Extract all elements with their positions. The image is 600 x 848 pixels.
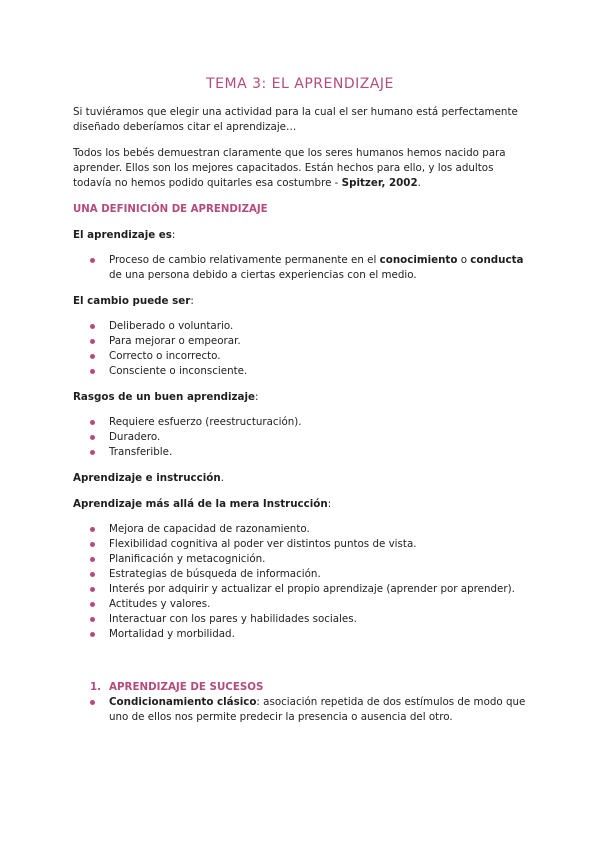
list-item: Actitudes y valores. [73, 597, 528, 612]
beyond-label-colon: : [327, 498, 332, 510]
classical-conditioning-label: Condicionamiento clásico [109, 696, 257, 708]
instruction-label-text: Aprendizaje e instrucción [73, 472, 221, 484]
citation-period: . [417, 177, 421, 189]
change-label-colon: : [190, 295, 194, 307]
list-item: Transferible. [73, 445, 528, 460]
section-number: 1. [90, 681, 102, 693]
beyond-label [73, 497, 528, 512]
definition-list [73, 253, 528, 283]
list-item: Deliberado o voluntario. [73, 319, 528, 334]
traits-label [73, 390, 528, 405]
definition-label-colon: : [171, 229, 176, 241]
definition-term-conduct: conducta [470, 254, 524, 266]
change-list [73, 319, 528, 379]
change-label [73, 294, 528, 309]
list-item: Planificación y metacognición. [73, 552, 528, 567]
traits-label-text: Rasgos de un buen aprendizaje [73, 391, 256, 403]
list-item: Estrategias de búsqueda de información. [73, 567, 528, 582]
citation: Spitzer, 2002 [341, 177, 418, 189]
list-item [73, 695, 528, 725]
list-item: Flexibilidad cognitiva al poder ver distintos puntos de vista. [73, 537, 528, 552]
list-item [73, 253, 528, 283]
section-heading-events-text: APRENDIZAJE DE SUCESOS [109, 681, 264, 693]
classical-conditioning-text: : asociación repetida de dos estímulos de modo que uno de ellos nos permite predecir la presencia o ausencia del otro. [109, 696, 526, 723]
list-item: Mejora de capacidad de razonamiento. [73, 522, 528, 537]
definition-label-text: El aprendizaje es [73, 229, 172, 241]
list-item: Correcto o incorrecto. [73, 349, 528, 364]
section-heading-events [73, 680, 564, 695]
events-list [73, 695, 528, 725]
intro-paragraph-1: Si tuviéramos que elegir una actividad para la cual el ser humano está perfectamente diseñado deberíamos citar el aprendizaje… [73, 106, 518, 133]
instruction-label-period: . [220, 472, 224, 484]
list-item: Para mejorar o empeorar. [73, 334, 528, 349]
definition-text-post: de una persona debido a ciertas experiencias con el medio. [109, 269, 417, 281]
list-item: Duradero. [73, 430, 528, 445]
list-item: Mortalidad y morbilidad. [73, 627, 528, 642]
definition-label [73, 228, 528, 243]
instruction-label [73, 471, 528, 486]
definition-term-knowledge: conocimiento [379, 254, 458, 266]
page-title: TEMA 3: EL APRENDIZAJE [206, 76, 394, 92]
section-heading-definition: UNA DEFINICIÓN DE APRENDIZAJE [73, 204, 268, 215]
beyond-list [73, 522, 528, 642]
intro-paragraph-2 [73, 146, 528, 191]
traits-label-colon: : [255, 391, 259, 403]
list-item: Interactuar con los pares y habilidades sociales. [73, 612, 528, 627]
intro-paragraph-2-text: Todos los bebés demuestran claramente que los seres humanos hemos nacido para aprender. Ellos son los mejores capacitados. Están hechos para ello, y los adultos todavía no hemos podido quitarles esa costumbre - [73, 147, 506, 189]
list-item: Requiere esfuerzo (reestructuración). [73, 415, 528, 430]
beyond-label-text: Aprendizaje más allá de la mera Instrucción [73, 498, 328, 510]
change-label-text: El cambio puede ser [73, 295, 191, 307]
list-item: Interés por adquirir y actualizar el propio aprendizaje (aprender por aprender). [73, 582, 528, 597]
definition-text-mid: o [457, 254, 471, 266]
definition-text-pre: Proceso de cambio relativamente permanente en el [109, 254, 380, 266]
list-item: Consciente o inconsciente. [73, 364, 528, 379]
traits-list [73, 415, 528, 460]
